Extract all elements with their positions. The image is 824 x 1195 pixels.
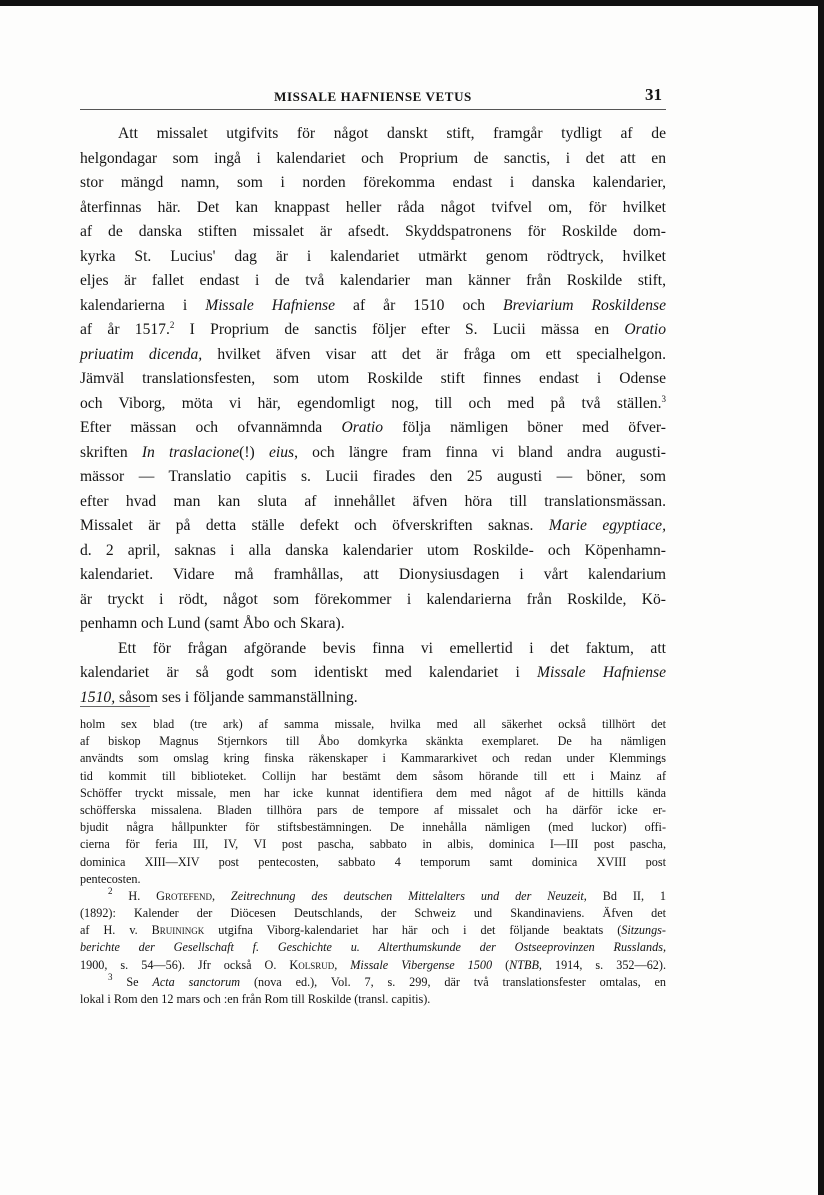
body-line: penhamn och Lund (samt Åbo och Skara). [80,615,345,632]
body-line: Ett för frågan afgörande bevis finna vi emellertid i det faktum, att [118,639,666,657]
body-line: skriften In traslacione(!) eius, och längre fram finna vi bland andra augusti- [80,443,666,461]
footnote-line: cierna för feria III, IV, VI post pascha, sabbato in albis, dominica I—III post pascha, [80,837,666,852]
body-line: Efter mässan och ofvannämnda Oratio följa nämligen böner med öfver- [80,419,666,436]
footnote-line: $^3$ Se Acta sanctorum (nova ed.), Vol. 7, s. 299, där två translationsfester omtalas, en [108,971,666,989]
footnote-line: af H. v. Bruiningk utgifna Viborg-kalendariet har här och i det följande beaktats (Sitzungs- [80,923,666,938]
footnote-line: af biskop Magnus Stjernkors till Åbo domkyrka skänkta exemplaret. De ha nämligen [80,734,666,749]
body-line: af de danska stiften missalet är afsedt. Skyddspatronens för Roskilde dom- [80,223,666,240]
body-line: kalendariet är så godt som identiskt med kalendariet i Missale Hafniense [80,664,666,681]
body-line: kyrka St. Lucius' dag är i kalendariet utmärkt genom rödtryck, hvilket [80,247,666,265]
body-line: d. 2 april, saknas i alla danska kalendarier utom Roskilde- och Köpenhamn- [80,541,666,559]
body-line: priuatim dicenda, hvilket äfven visar att det är fråga om ett specialhelgon. [80,345,666,363]
footnote-line: tid kommit till biblioteket. Collijn har bestämt dem såsom hörande till ett i Mainz af [80,768,666,783]
body-line: är tryckt i rödt, något som förekommer i kalendarierna från Roskilde, Kö- [80,590,666,608]
body-line: mässor — Translatio capitis s. Lucii firades den 25 augusti — böner, som [80,468,666,485]
body-line: helgondagar som ingå i kalendariet och Proprium de sanctis, i det att en [80,149,666,167]
footnote-line: schöfferska missalena. Bladen tillhöra pars de tempore af missalet och ha därför icke er- [80,802,666,817]
body-line: Jämväl translationsfesten, som utom Roskilde stift finnes endast i Odense [80,370,666,387]
footnote-line: berichte der Gesellschaft f. Geschichte u. Alterthumskunde der Ostseeprovinzen Russlands, [80,940,666,955]
footnote-line: 1900, s. 54—56). Jfr också O. Kolsrud, Missale Vibergense 1500 (NTBB, 1914, s. 352—62). [80,957,666,972]
scan-edge-right [818,0,824,1195]
footnote-line: $^2$ H. Grotefend, Zeitrechnung des deutschen Mittelalters und der Neuzeit, Bd II, 1 [108,885,667,903]
body-line: återfinnas här. Det kan knappast heller råda något tvifvel om, för hvilket [80,198,666,216]
body-line: af år 1517.$^2$ I Proprium de sanctis följer efter S. Lucii mässa en Oratio [80,320,666,338]
body-line: eljes är fallet endast i de två kalendarier man känner från Roskilde stift, [80,272,666,289]
footnote-line: användts som omslag kring finska räkenskaper i Kammararkivet och redan under Klemmings [80,751,666,766]
footnote-line: Schöffer tryckt missale, men har icke kunnat identifiera dem med något af de hittills kända [80,785,666,800]
scan-edge-top [0,0,824,6]
page-number: 31 [645,85,662,104]
body-line: kalendarierna i Missale Hafniense af år 1510 och Breviarium Roskildense [80,296,666,314]
footnote-line: holm sex blad (tre ark) af samma missale, hvilka med all säkerhet också tillhört det [80,717,666,731]
footnote-line: (1892): Kalender der Diöcesen Deutschlands, der Schweiz und Skandinaviens. Äfven det [80,906,666,921]
running-header [80,85,666,110]
body-line: Missalet är på detta ställe defekt och öfverskriften saknas. Marie egyptiace, [80,517,666,534]
body-line: stor mängd namn, som i norden förekomma endast i danska kalendarier, [80,174,666,191]
footnote-line: bjudit några hållpunkter för stiftsbestämningen. De innehålla nämligen (med luckor) offi- [80,820,666,835]
footnote-line: lokal i Rom den 12 mars och :en från Rom till Roskilde (transl. capitis). [80,992,431,1006]
body-line: 1510, såsom ses i följande sammanställning. [80,688,358,706]
body-text [80,122,666,710]
body-line: Att missalet utgifvits för något danskt stift, framgår tydligt af de [118,125,666,142]
footnote-marker-3: 3 [108,971,113,982]
body-line: efter hvad man kan sluta af innehållet äfven höra till translationsmässan. [80,492,666,510]
footnote-line: pentecosten. [80,871,141,886]
body-line: och Viborg, möta vi här, egendomligt nog, till och med på två ställen.$^3$ [80,393,666,412]
footnote-ref-2: 2 [169,320,175,330]
footnotes [80,716,666,1008]
running-title: MISSALE HAFNIENSE VETUS [274,89,472,104]
footnote-marker-2: 2 [108,885,113,896]
footnote-rule [80,706,150,707]
body-line: kalendariet. Vidare må framhållas, att Dionysiusdagen i vårt kalendarium [80,566,666,583]
footnote-line: dominica XIII—XIV post pentecosten, sabbato 4 temporum samt dominica XVIII post [80,854,666,869]
footnote-ref-3: 3 [661,393,666,404]
